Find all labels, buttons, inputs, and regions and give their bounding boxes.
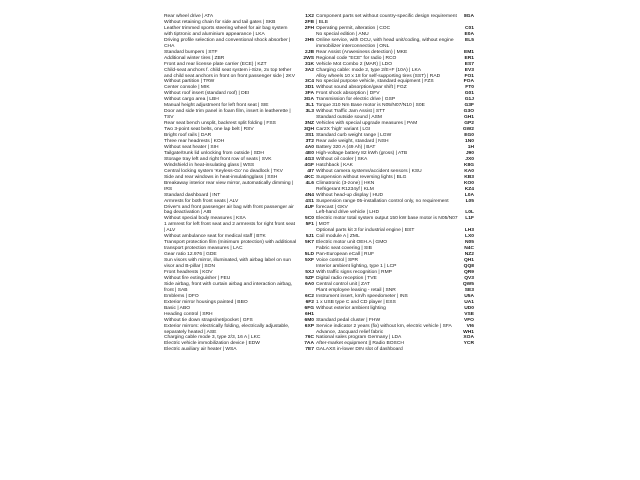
- equipment-description: Online service, with OCU, with head unit/coding, without engine immobilizer interconnection | ONL: [316, 37, 454, 49]
- equipment-code: 1X2: [305, 14, 314, 19]
- equipment-description: Refrigerant R1234yf | KLM: [316, 186, 374, 192]
- equipment-description: Interior ambient lighting, type 1 | LCP: [316, 264, 397, 270]
- equipment-description: Without fire extinguisher | FEU: [164, 275, 231, 281]
- equipment-row: [164, 282, 314, 294]
- equipment-description: Without special body measures | KSA: [164, 216, 246, 222]
- equipment-code: QQ8: [463, 264, 474, 270]
- equipment-description: Advance, Jacquard relief fabric: [316, 329, 384, 335]
- equipment-code: J90: [465, 150, 474, 156]
- equipment-description: With traffic signs recognition | RMP: [316, 269, 392, 275]
- equipment-code: 2FB: [304, 19, 314, 25]
- equipment-code: L0A: [464, 192, 474, 198]
- equipment-description: Voice control | SPR: [316, 258, 359, 264]
- equipment-code: SE3: [464, 287, 474, 293]
- equipment-code: QR9: [463, 269, 474, 275]
- equipment-code: 4KC: [304, 174, 314, 180]
- equipment-code: 2WS: [303, 55, 314, 61]
- equipment-code: QH1: [463, 258, 474, 264]
- equipment-code: 6M0: [304, 317, 314, 323]
- equipment-code: FOA: [463, 79, 474, 85]
- equipment-description: Charging cable mode 3, type 2/3, 16 A | LKC: [164, 335, 261, 341]
- equipment-code: NZ2: [464, 252, 474, 258]
- equipment-code: GH1: [463, 115, 474, 121]
- equipment-description: No special purpose vehicle, standard equipment | FZS: [316, 79, 434, 85]
- equipment-code: EG0: [464, 133, 474, 139]
- equipment-code: GW2: [462, 127, 474, 133]
- equipment-code: 31K: [305, 61, 314, 67]
- equipment-code: VI6: [466, 323, 474, 329]
- equipment-code: XOA: [463, 335, 474, 341]
- equipment-row: [316, 216, 474, 228]
- equipment-code: K8G: [463, 162, 474, 168]
- equipment-description: Electric auxiliary air heater | WSA: [164, 347, 237, 353]
- equipment-description: Service indicator 2 years (fix) without km, electric vehicle | SFA: [316, 323, 452, 329]
- equipment-row: [164, 258, 314, 270]
- equipment-description: Front headrests | KOV: [164, 269, 213, 275]
- equipment-code: L0L: [465, 210, 474, 216]
- equipment-description: Center console | MIK: [164, 85, 210, 91]
- equipment-description: Basic | ABO: [164, 305, 191, 311]
- equipment-code: KO0: [463, 180, 474, 186]
- equipment-description: Suspension range 05-installation control only, no requirement forecast | GKV: [316, 198, 449, 210]
- equipment-code: 6A0: [305, 281, 314, 287]
- equipment-code: QW5: [462, 281, 474, 287]
- equipment-code: EL5: [465, 37, 474, 43]
- equipment-code: 1H: [467, 144, 474, 150]
- left-equipment-column: [164, 14, 314, 353]
- equipment-code: ER1: [464, 55, 474, 61]
- equipment-code: 5K7: [305, 240, 314, 246]
- equipment-description: Hatchback | KAK: [316, 162, 353, 168]
- equipment-description: Without oil cooler | SKA: [316, 156, 368, 162]
- equipment-code: 5F1: [305, 222, 314, 228]
- equipment-code: G1J: [464, 97, 474, 103]
- equipment-row: [164, 222, 314, 234]
- equipment-description: Leather trimmed sports steering wheel for air bag system with tiptronic and aluminium appearance | LKA: [164, 25, 288, 37]
- equipment-code: KZ4: [464, 186, 474, 192]
- equipment-code: WH1: [463, 329, 474, 335]
- equipment-code: 2FH: [304, 25, 314, 31]
- equipment-code: 6XP: [304, 323, 314, 329]
- equipment-description: Transport protection film (minimum protection) with additional transport protection measures | LAC: [164, 240, 297, 252]
- equipment-description: Electric vehicle immobilization device | EDW: [164, 341, 260, 347]
- equipment-code: L1F: [465, 216, 474, 222]
- equipment-description: Tailgate/trunk lid unlocking from outside | SDH: [164, 150, 264, 156]
- equipment-description: Standard dashboard | INT: [164, 192, 221, 198]
- equipment-code: ES7: [464, 61, 474, 67]
- equipment-description: Electric motor total system output 150 kW base motor is N05/N07 | MOT: [316, 216, 458, 228]
- equipment-description: High-voltage battery 82 kWh (gross) | ATB: [316, 150, 408, 156]
- equipment-code: 6C2: [305, 293, 314, 299]
- equipment-description: After-market equipment || Radio BOSCH: [316, 341, 404, 347]
- equipment-code: QV3: [464, 275, 474, 281]
- equipment-description: Vehicles with special upgrade measures | PAM: [316, 121, 418, 127]
- equipment-description: Vehicle Mot Combo 2 (MAR) | LDO: [316, 61, 393, 67]
- equipment-description: Armrests for both front seats | ALV: [164, 198, 239, 204]
- equipment-code: 2H5: [305, 37, 314, 43]
- equipment-description: Without partition | TRW: [164, 79, 215, 85]
- equipment-code: 2JB: [305, 49, 314, 55]
- equipment-description: Without seat heater | SIH: [164, 144, 219, 150]
- equipment-code: 7E7: [305, 347, 314, 353]
- equipment-code: LX0: [465, 234, 474, 240]
- equipment-row: [164, 181, 314, 193]
- equipment-description: Storage tray left and right front row of seats | SVK: [164, 156, 272, 162]
- equipment-code: 5XF: [305, 258, 314, 264]
- equipment-description: Without roof insert (standard roof) | DEI: [164, 91, 250, 97]
- equipment-description: Torque 310 Nm Base motor is N05/N07/N10 | S0E: [316, 103, 425, 109]
- equipment-row: [316, 38, 474, 50]
- equipment-code: EV3: [464, 67, 474, 73]
- equipment-row: [164, 347, 314, 353]
- equipment-code: 6H1: [305, 311, 314, 317]
- equipment-description: Transmission for electric drive | GSP: [316, 97, 396, 103]
- equipment-code: L05: [465, 198, 474, 204]
- equipment-description: Two 3-point seat belts, one lap belt | RSV: [164, 127, 254, 133]
- equipment-row: [316, 14, 474, 26]
- equipment-description: Three rear headrests | KOH: [164, 139, 225, 145]
- equipment-code: 4A0: [305, 144, 314, 150]
- equipment-description: Alloy wheels 10 x 18 for self-supporting tires (SST) | RAD: [316, 73, 441, 79]
- equipment-description: Central control unit | ZAT: [316, 281, 370, 287]
- equipment-row: [164, 38, 314, 50]
- equipment-code: 3S1: [305, 133, 314, 139]
- equipment-code: 6F2: [305, 299, 314, 305]
- equipment-code: UA1: [464, 299, 474, 305]
- equipment-code: C01: [465, 25, 474, 31]
- equipment-code: 4N4: [305, 192, 314, 198]
- equipment-description: Suspension without reversing lights | BLG: [316, 174, 407, 180]
- equipment-code: FO1: [464, 73, 474, 79]
- equipment-code: 4GF: [304, 162, 314, 168]
- equipment-row: [164, 109, 314, 121]
- equipment-code: 7AA: [304, 341, 314, 347]
- equipment-row: [164, 205, 314, 217]
- equipment-code: 3C4: [305, 79, 314, 85]
- equipment-code: 4G3: [304, 156, 314, 162]
- equipment-description: Exterior mirrors: electrically folding, electrically adjustable, separately heated | ASE: [164, 323, 290, 335]
- equipment-description: Instrument insert, km/h speedometer | INS: [316, 293, 408, 299]
- equipment-code: 5C0: [305, 216, 314, 222]
- equipment-description: Rear axle weight, standard | NSH: [316, 139, 389, 145]
- equipment-code: 4I7: [307, 168, 314, 174]
- equipment-description: Rear wheel drive | ATA: [164, 14, 214, 19]
- equipment-code: G3O: [463, 109, 474, 115]
- equipment-row: [164, 324, 314, 336]
- equipment-description: Coil module A | ZML: [316, 234, 360, 240]
- equipment-description: Charging cable: mode 2, type 2/E+F (10A) | LKA: [316, 67, 421, 73]
- equipment-description: Plant employee leasing - retail | SNR: [316, 287, 396, 293]
- equipment-description: Driving profile selection and conventional shock absorber | CHA: [164, 37, 291, 49]
- equipment-description: Windshield in heat-insulating glass | WSS: [164, 162, 255, 168]
- equipment-description: Child-seat anchors f. child seat system i-Size, 2x top tether and child seat anchors in front on front passenger side | 2KV: [164, 67, 295, 79]
- equipment-description: National sales program Germany | LDA: [316, 335, 402, 341]
- equipment-code: EM1: [463, 49, 474, 55]
- equipment-description: Gear ratio 12.976 | GDE: [164, 252, 217, 258]
- equipment-code: N4C: [464, 246, 474, 252]
- equipment-description: Component parts set without country-specific design requirement | BLB: [316, 14, 457, 25]
- equipment-row: [164, 68, 314, 80]
- equipment-code: 3FA: [305, 91, 314, 97]
- equipment-description: Left-hand drive vehicle | LHD: [316, 210, 379, 216]
- equipment-code: LH3: [464, 228, 474, 234]
- equipment-code: 3D1: [305, 85, 314, 91]
- equipment-description: Pan-European eCall | RUF: [316, 252, 375, 258]
- equipment-code: N05: [465, 240, 474, 246]
- equipment-code: 4L6: [305, 180, 314, 186]
- equipment-description: Without Traffic Jam Assist | STT: [316, 109, 386, 115]
- equipment-code: 76C: [305, 335, 314, 341]
- equipment-description: Battery 320 A (49 Ah) | BAT: [316, 144, 376, 150]
- equipment-description: Side airbag, front with curtain airbag and interaction airbag, front | SAB: [164, 281, 293, 293]
- equipment-code: VFO: [463, 317, 474, 323]
- equipment-code: 4S1: [305, 198, 314, 204]
- equipment-description: Manual height adjustment for left front seat | SIE: [164, 103, 269, 109]
- equipment-description: Front and rear license plate carrier (ECE) | KZT: [164, 61, 267, 67]
- equipment-description: Rear seat bench unsplit, backrest split folding | FSS: [164, 121, 276, 127]
- equipment-description: Driver's and front passenger air bag with front passenger air bag deactivation | AIB: [164, 204, 294, 216]
- equipment-description: Without cargo area | LBH: [164, 97, 219, 103]
- equipment-code: 5XJ: [305, 269, 314, 275]
- equipment-code: 6FG: [304, 305, 314, 311]
- equipment-code: 3T2: [305, 139, 314, 145]
- equipment-description: Without head-up display | HUD: [316, 192, 384, 198]
- equipment-description: Heading control | SRH: [164, 311, 213, 317]
- equipment-code: VSE: [464, 311, 474, 317]
- equipment-code: 3A2: [305, 67, 314, 73]
- equipment-code: YCR: [463, 341, 474, 347]
- equipment-description: Car2X 'high' variant | LGI: [316, 127, 371, 133]
- equipment-description: Exterior mirror housings painted | BBO: [164, 299, 248, 305]
- equipment-description: Without tie down straps/net/pocket | GFS: [164, 317, 253, 323]
- equipment-code: 5ZF: [305, 275, 314, 281]
- equipment-code: E0A: [464, 31, 474, 37]
- equipment-code: 3QH: [303, 127, 314, 133]
- equipment-description: Standard outside sound | ASM: [316, 115, 382, 121]
- equipment-description: Standard pedal cluster | FHW: [316, 317, 381, 323]
- equipment-code: 8GA: [463, 14, 474, 19]
- equipment-description: Rear Assist (Anwesiness detection) | MKE: [316, 49, 408, 55]
- equipment-description: Breakaway interior rear view mirror, automatically dimming | IRS: [164, 180, 294, 192]
- equipment-code: KA0: [464, 168, 474, 174]
- equipment-code: G3F: [464, 103, 474, 109]
- equipment-description: 1 armrest for left front seat and 2 armrests for right front seat | ALV: [164, 222, 296, 234]
- equipment-code: 3L3: [305, 109, 314, 115]
- equipment-description: Additional winter tires | ZBR: [164, 55, 225, 61]
- equipment-description: Standard bumpers | STF: [164, 49, 218, 55]
- equipment-description: Electric motor unit OEH.A | GMO: [316, 240, 388, 246]
- equipment-code: UD0: [464, 305, 474, 311]
- equipment-code: U5A: [464, 293, 474, 299]
- equipment-description: Sun visors with mirror, illuminated, with airbag label on sun visor and B-pillar | SON: [164, 258, 291, 270]
- equipment-description: Optional parts kit 3 for industrial engine | BST: [316, 228, 415, 234]
- equipment-code: 5J1: [305, 234, 314, 240]
- equipment-description: Without retaining chain for side and tail gates | SKB: [164, 19, 276, 25]
- equipment-code: FT0: [465, 85, 474, 91]
- equipment-code: JX0: [465, 156, 474, 162]
- equipment-description: Climatronic (3-zone) | HKN: [316, 180, 375, 186]
- equipment-description: Fabric seat covering | SIB: [316, 246, 372, 252]
- equipment-description: Side and rear windows in heat-insulatingglass | SSH: [164, 174, 278, 180]
- equipment-description: Without ambulance seat for medical staff | BTK: [164, 234, 266, 240]
- equipment-description: Standard curb weight range | LGW: [316, 133, 392, 139]
- equipment-code: KB3: [464, 174, 474, 180]
- equipment-description: Door and side trim panel in foam film, insert in leatherette | TSV: [164, 109, 291, 121]
- equipment-code: 3GA: [303, 97, 314, 103]
- equipment-description: No special edition | ANU: [316, 31, 369, 37]
- equipment-description: Digital radio reception | TVE: [316, 275, 377, 281]
- equipment-description: Without camera systems/accident sensors | KSU: [316, 168, 422, 174]
- equipment-description: Without exterior ambient lighting: [316, 305, 386, 311]
- equipment-code: 1N0: [465, 139, 474, 145]
- equipment-description: Regional code "ECE" for radio | RCO: [316, 55, 397, 61]
- equipment-description: Central locking system 'Keyless-Go' no deadlock | TKV: [164, 168, 283, 174]
- equipment-row: [316, 199, 474, 211]
- equipment-code: G01: [464, 91, 474, 97]
- equipment-code: 3NZ: [304, 121, 314, 127]
- equipment-code: GP2: [464, 121, 474, 127]
- equipment-description: Front shock absorption | DFV: [316, 91, 380, 97]
- equipment-description: Bright roof rails | DAR: [164, 133, 212, 139]
- equipment-row: [164, 26, 314, 38]
- right-equipment-column: [316, 14, 474, 353]
- equipment-description: Emblems | DFO: [164, 293, 199, 299]
- equipment-code: 3L1: [305, 103, 314, 109]
- equipment-description: GALAXS in-lower DIN slot of dashboard: [316, 347, 403, 353]
- equipment-row: [164, 240, 314, 252]
- equipment-row: [316, 347, 474, 353]
- equipment-description: 1 x USB type C and CD player | ESS: [316, 299, 396, 305]
- equipment-description: Operating permit, alteration | COC: [316, 25, 391, 31]
- equipment-code: 4E0: [305, 150, 314, 156]
- equipment-description: Without sound absorption/gear shift | FGZ: [316, 85, 407, 91]
- equipment-code: 5LD: [304, 252, 314, 258]
- equipment-code: 4UF: [304, 204, 314, 210]
